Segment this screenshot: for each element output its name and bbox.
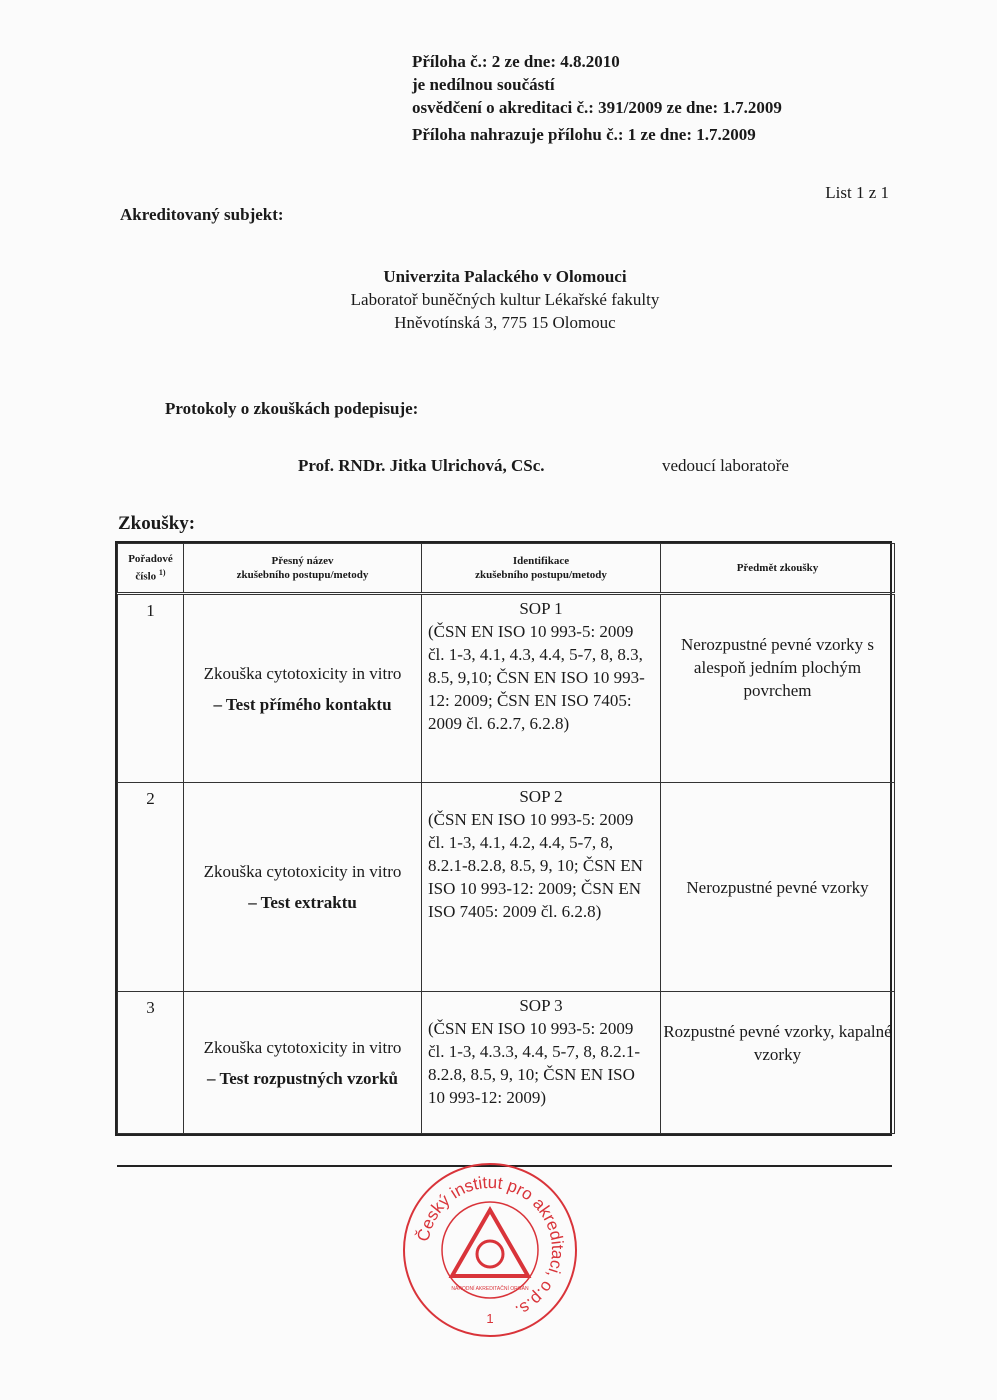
row-number: 2 — [118, 783, 184, 992]
row-number: 1 — [118, 594, 184, 783]
method-title: Zkouška cytotoxicity in vitro — [203, 1037, 402, 1057]
signing-label: Protokoly o zkouškách podepisuje: — [165, 399, 419, 418]
sop-id: SOP 2 — [519, 787, 563, 806]
method-identification — [422, 594, 661, 783]
tests-table — [115, 541, 892, 1136]
method-subtitle: – Test extraktu — [248, 893, 357, 912]
method-name — [184, 594, 422, 783]
col-header-ident-line2: zkušebního postupu/metody — [475, 569, 607, 581]
method-name — [184, 783, 422, 992]
test-subject: Nerozpustné pevné vzorky s alespoň jedním plochým povrchem — [661, 594, 895, 783]
sop-id: SOP 1 — [519, 599, 563, 618]
method-subtitle: – Test rozpustných vzorků — [207, 1068, 398, 1088]
col-header-name — [184, 544, 422, 594]
signer-name: Prof. RNDr. Jitka Ulrichová, CSc. — [298, 456, 545, 475]
organization-address: Hněvotínská 3, 775 15 Olomouc — [394, 313, 616, 332]
replacement-line: Příloha nahrazuje přílohu č.: 1 ze dne: 1.7.2009 — [412, 125, 756, 144]
table-row — [118, 992, 895, 1134]
stamp-inner-text: NÁRODNÍ AKREDITAČNÍ ORGÁN — [451, 1286, 529, 1292]
col-header-order-line1: Pořadové — [128, 553, 173, 566]
method-name — [184, 992, 422, 1134]
col-header-ident — [422, 544, 661, 594]
row-number: 3 — [118, 992, 184, 1134]
method-identification — [422, 992, 661, 1134]
organization-name: Univerzita Palackého v Olomouci — [383, 267, 627, 286]
method-identification — [422, 783, 661, 992]
col-header-order-line2: číslo — [135, 570, 157, 583]
standards-list: (ČSN EN ISO 10 993-5: 2009 čl. 1-3, 4.3.3, 4.4, 5-7, 8, 8.2.1-8.2.8, 8.5, 9, 10; ČSN EN ISO 10 993-12: 2009) — [428, 1019, 641, 1107]
organization-block — [0, 265, 997, 334]
test-subject: Nerozpustné pevné vzorky — [661, 783, 895, 992]
annex-part-line: je nedílnou součástí — [412, 75, 555, 94]
table-header-row — [118, 544, 895, 594]
table-row — [118, 594, 895, 783]
stamp-number: 1 — [486, 1311, 494, 1326]
tests-label: Zkoušky: — [118, 513, 196, 534]
accreditation-stamp — [400, 1160, 580, 1340]
annex-number-line: Příloha č.: 2 ze dne: 4.8.2010 — [412, 52, 620, 71]
annex-header — [412, 50, 782, 146]
stamp-logo-icon — [477, 1241, 503, 1267]
stamp-inner-ring — [442, 1202, 538, 1298]
standards-list: (ČSN EN ISO 10 993-5: 2009 čl. 1-3, 4.1, 4.2, 4.4, 5-7, 8, 8.2.1-8.2.8, 8.5, 9, 10; ČSN EN ISO 10 993-12: 2009; ČSN EN ISO 7405: 2009 čl. 6.2.8) — [428, 810, 643, 921]
stamp-ring-text: Český institut pro akreditaci, o.p.s. — [413, 1172, 568, 1321]
col-header-name-line1: Přesný název — [271, 555, 334, 567]
subject-label: Akreditovaný subjekt: — [120, 205, 284, 224]
col-header-subject: Předmět zkoušky — [661, 544, 895, 594]
method-title: Zkouška cytotoxicity in vitro — [203, 862, 402, 881]
method-title: Zkouška cytotoxicity in vitro — [203, 663, 402, 683]
footnote-mark: 1) — [158, 568, 166, 578]
standards-list: (ČSN EN ISO 10 993-5: 2009 čl. 1-3, 4.1, 4.3, 4.4, 5-7, 8, 8.3, 8.5, 9,10; ČSN EN ISO 10 993-12: 2009; ČSN EN ISO 7405: 2009 čl. 6.2.7, 6.2.8) — [428, 622, 645, 733]
certificate-line: osvědčení o akreditaci č.: 391/2009 ze dne: 1.7.2009 — [412, 98, 782, 117]
col-header-ident-line1: Identifikace — [512, 555, 570, 567]
table-row — [118, 783, 895, 992]
test-subject: Rozpustné pevné vzorky, kapalné vzorky — [661, 992, 895, 1134]
col-header-order — [118, 544, 184, 594]
col-header-name-line2: zkušebního postupu/metody — [236, 569, 369, 581]
page-count: List 1 z 1 — [825, 183, 889, 202]
sop-id: SOP 3 — [519, 996, 563, 1015]
organization-department: Laboratoř buněčných kultur Lékařské fakulty — [350, 290, 660, 309]
method-subtitle: – Test přímého kontaktu — [213, 694, 392, 714]
signer-role: vedoucí laboratoře — [662, 456, 789, 475]
